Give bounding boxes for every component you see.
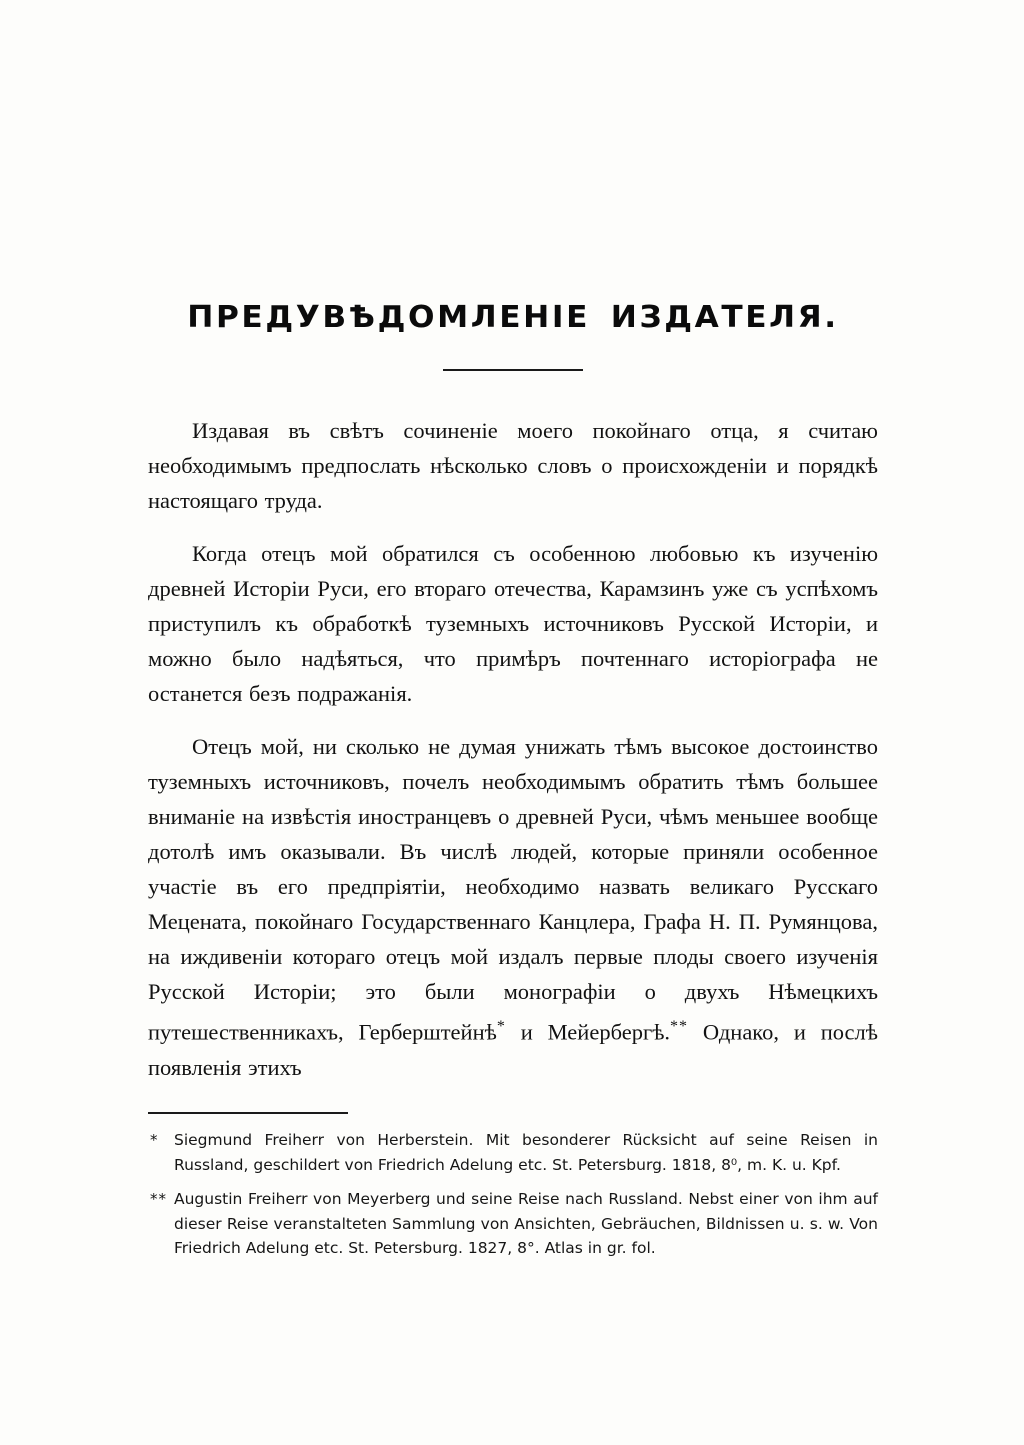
paragraph-3-text-b: и Мейербергѣ. <box>505 1019 671 1045</box>
paragraph-3-text-a: Отецъ мой, ни сколько не думая унижать тѣмъ высокое достоинство туземныхъ источниковъ, почелъ необходимымъ обратить тѣмъ большее вниманіе на извѣстія иностранцевъ о древней Руси, чѣмъ меньшее вообще дотолѣ имъ оказывали. Въ числѣ людей, которые приняли особенное участіе въ его предпріятіи, необходимо назвать великаго Русскаго Мецената, покойнаго Государственнаго Канцлера, Графа Н. П. Румянцова, на иждивеніи котораго отецъ мой издалъ первые плоды своего изученія Русской Исторіи; это были монографіи о двухъ Нѣмецкихъ путешественникахъ, Герберштейнѣ <box>148 734 878 1045</box>
footnote-divider <box>148 1112 348 1114</box>
title-divider <box>443 369 583 371</box>
paragraph-3-text-c: Однако, и послѣ появленія этихъ <box>148 1019 878 1080</box>
paragraph-1: Издавая въ свѣтъ сочиненіе моего покойнаго отца, я считаю необходимымъ предпослать нѣсколько словъ о происхожденіи и порядкѣ настоящаго труда. <box>148 418 878 513</box>
footnote-marker: ** <box>150 1190 167 1208</box>
footnote-item <box>148 1128 878 1177</box>
footnote-item <box>148 1187 878 1261</box>
page-title: ПРЕДУВѢДОМЛЕНІЕ ИЗДАТЕЛЯ. <box>187 300 839 335</box>
paragraph-2: Когда отецъ мой обратился съ особенною любовью къ изученію древней Исторіи Руси, его втораго отечества, Карамзинъ уже съ успѣхомъ приступилъ къ обработкѣ туземныхъ источниковъ Русской Исторіи, и можно было надѣяться, что примѣръ почтеннаго исторіографа не останется безъ подражанія. <box>148 541 878 706</box>
page-content <box>148 300 878 1085</box>
footnote-text: Augustin Freiherr von Meyerberg und seine Reise nach Russland. Nebst einer von ihm auf dieser Reise veranstalteten Sammlung von Ansichten, Gebräuchen, Bildnissen u. s. w. Von Friedrich Adelung etc. St. Petersburg. 1827, 8°. Atlas in gr. fol. <box>174 1190 878 1257</box>
footnote-ref-1[interactable]: * <box>496 1018 506 1035</box>
footnotes-section <box>148 1128 878 1261</box>
footnote-marker: * <box>150 1131 159 1149</box>
paragraph-3 <box>148 729 878 1085</box>
footnote-text: Siegmund Freiherr von Herberstein. Mit besonderer Rücksicht auf seine Reisen in Russland, geschildert von Friedrich Adelung etc. St. Petersburg. 1818, 8⁰, m. K. u. Kpf. <box>174 1131 878 1174</box>
footnote-ref-2[interactable]: ** <box>670 1018 689 1035</box>
